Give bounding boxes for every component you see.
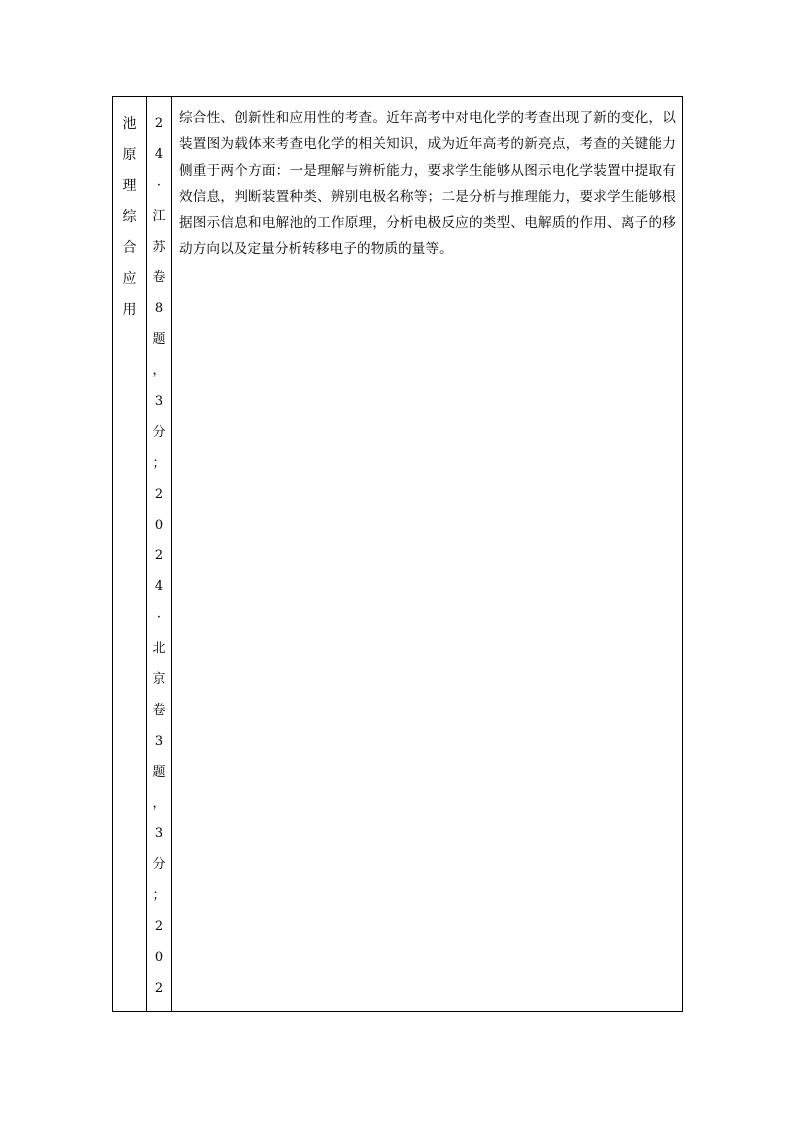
topic-char: 原 [122, 147, 137, 163]
source-char: · [156, 177, 162, 193]
source-char: 分 [152, 424, 166, 440]
topic-vertical-text [113, 97, 146, 326]
source-char: 2 [154, 486, 164, 502]
topic-char: 理 [122, 178, 137, 194]
topic-char: 应 [122, 271, 137, 287]
source-char: 2 [154, 116, 164, 131]
source-char: ， [152, 363, 166, 379]
source-char: ， [152, 795, 166, 811]
topic-char: 合 [122, 240, 137, 256]
source-char: 2 [154, 980, 164, 996]
topic-char: 综 [122, 209, 137, 225]
source-char: 0 [154, 950, 164, 966]
source-char: 题 [152, 332, 166, 348]
source-cell [147, 97, 172, 1012]
source-char: ； [152, 888, 166, 904]
source-char: 卷 [152, 270, 166, 286]
source-char: 2 [154, 919, 164, 935]
source-char: 3 [154, 733, 164, 749]
source-char: 3 [154, 394, 164, 410]
source-char: 分 [152, 857, 166, 873]
analysis-table [112, 96, 683, 1012]
source-char: 卷 [152, 702, 166, 718]
source-char: ； [152, 455, 166, 471]
source-char: 京 [152, 672, 166, 688]
source-char: 8 [154, 301, 164, 317]
source-char: · [156, 610, 162, 626]
source-vertical-text [147, 97, 171, 1005]
source-char: 北 [152, 641, 166, 657]
topic-cell [113, 97, 147, 1012]
source-char: 题 [152, 764, 166, 780]
source-char: 0 [154, 517, 164, 533]
table-row [113, 97, 683, 1012]
source-char: 4 [154, 146, 164, 162]
source-char: 3 [154, 826, 164, 842]
topic-char: 池 [122, 116, 137, 132]
source-char: 2 [154, 548, 164, 564]
source-char: 江 [152, 208, 166, 224]
analysis-cell [172, 97, 683, 1012]
source-char: 4 [154, 579, 164, 595]
analysis-paragraph: 综合性、创新性和应用性的考查。近年高考中对电化学的考查出现了新的变化，以装置图为载体来考查电化学的相关知识，成为近年高考的新亮点，考查的关键能力侧重于两个方面：一是理解与辨析能力，要求学生能够从图示电化学装置中提取有效信息，判断装置种类、辨别电极名称等；二是分析与推理能力，要求学生能够根据图示信息和电解池的工作原理，分析电极反应的类型、电解质的作用、离子的移动方向以及定量分析转移电子的物质的量等。 [179, 110, 676, 258]
source-char: 苏 [152, 239, 166, 255]
topic-char: 用 [122, 302, 137, 318]
